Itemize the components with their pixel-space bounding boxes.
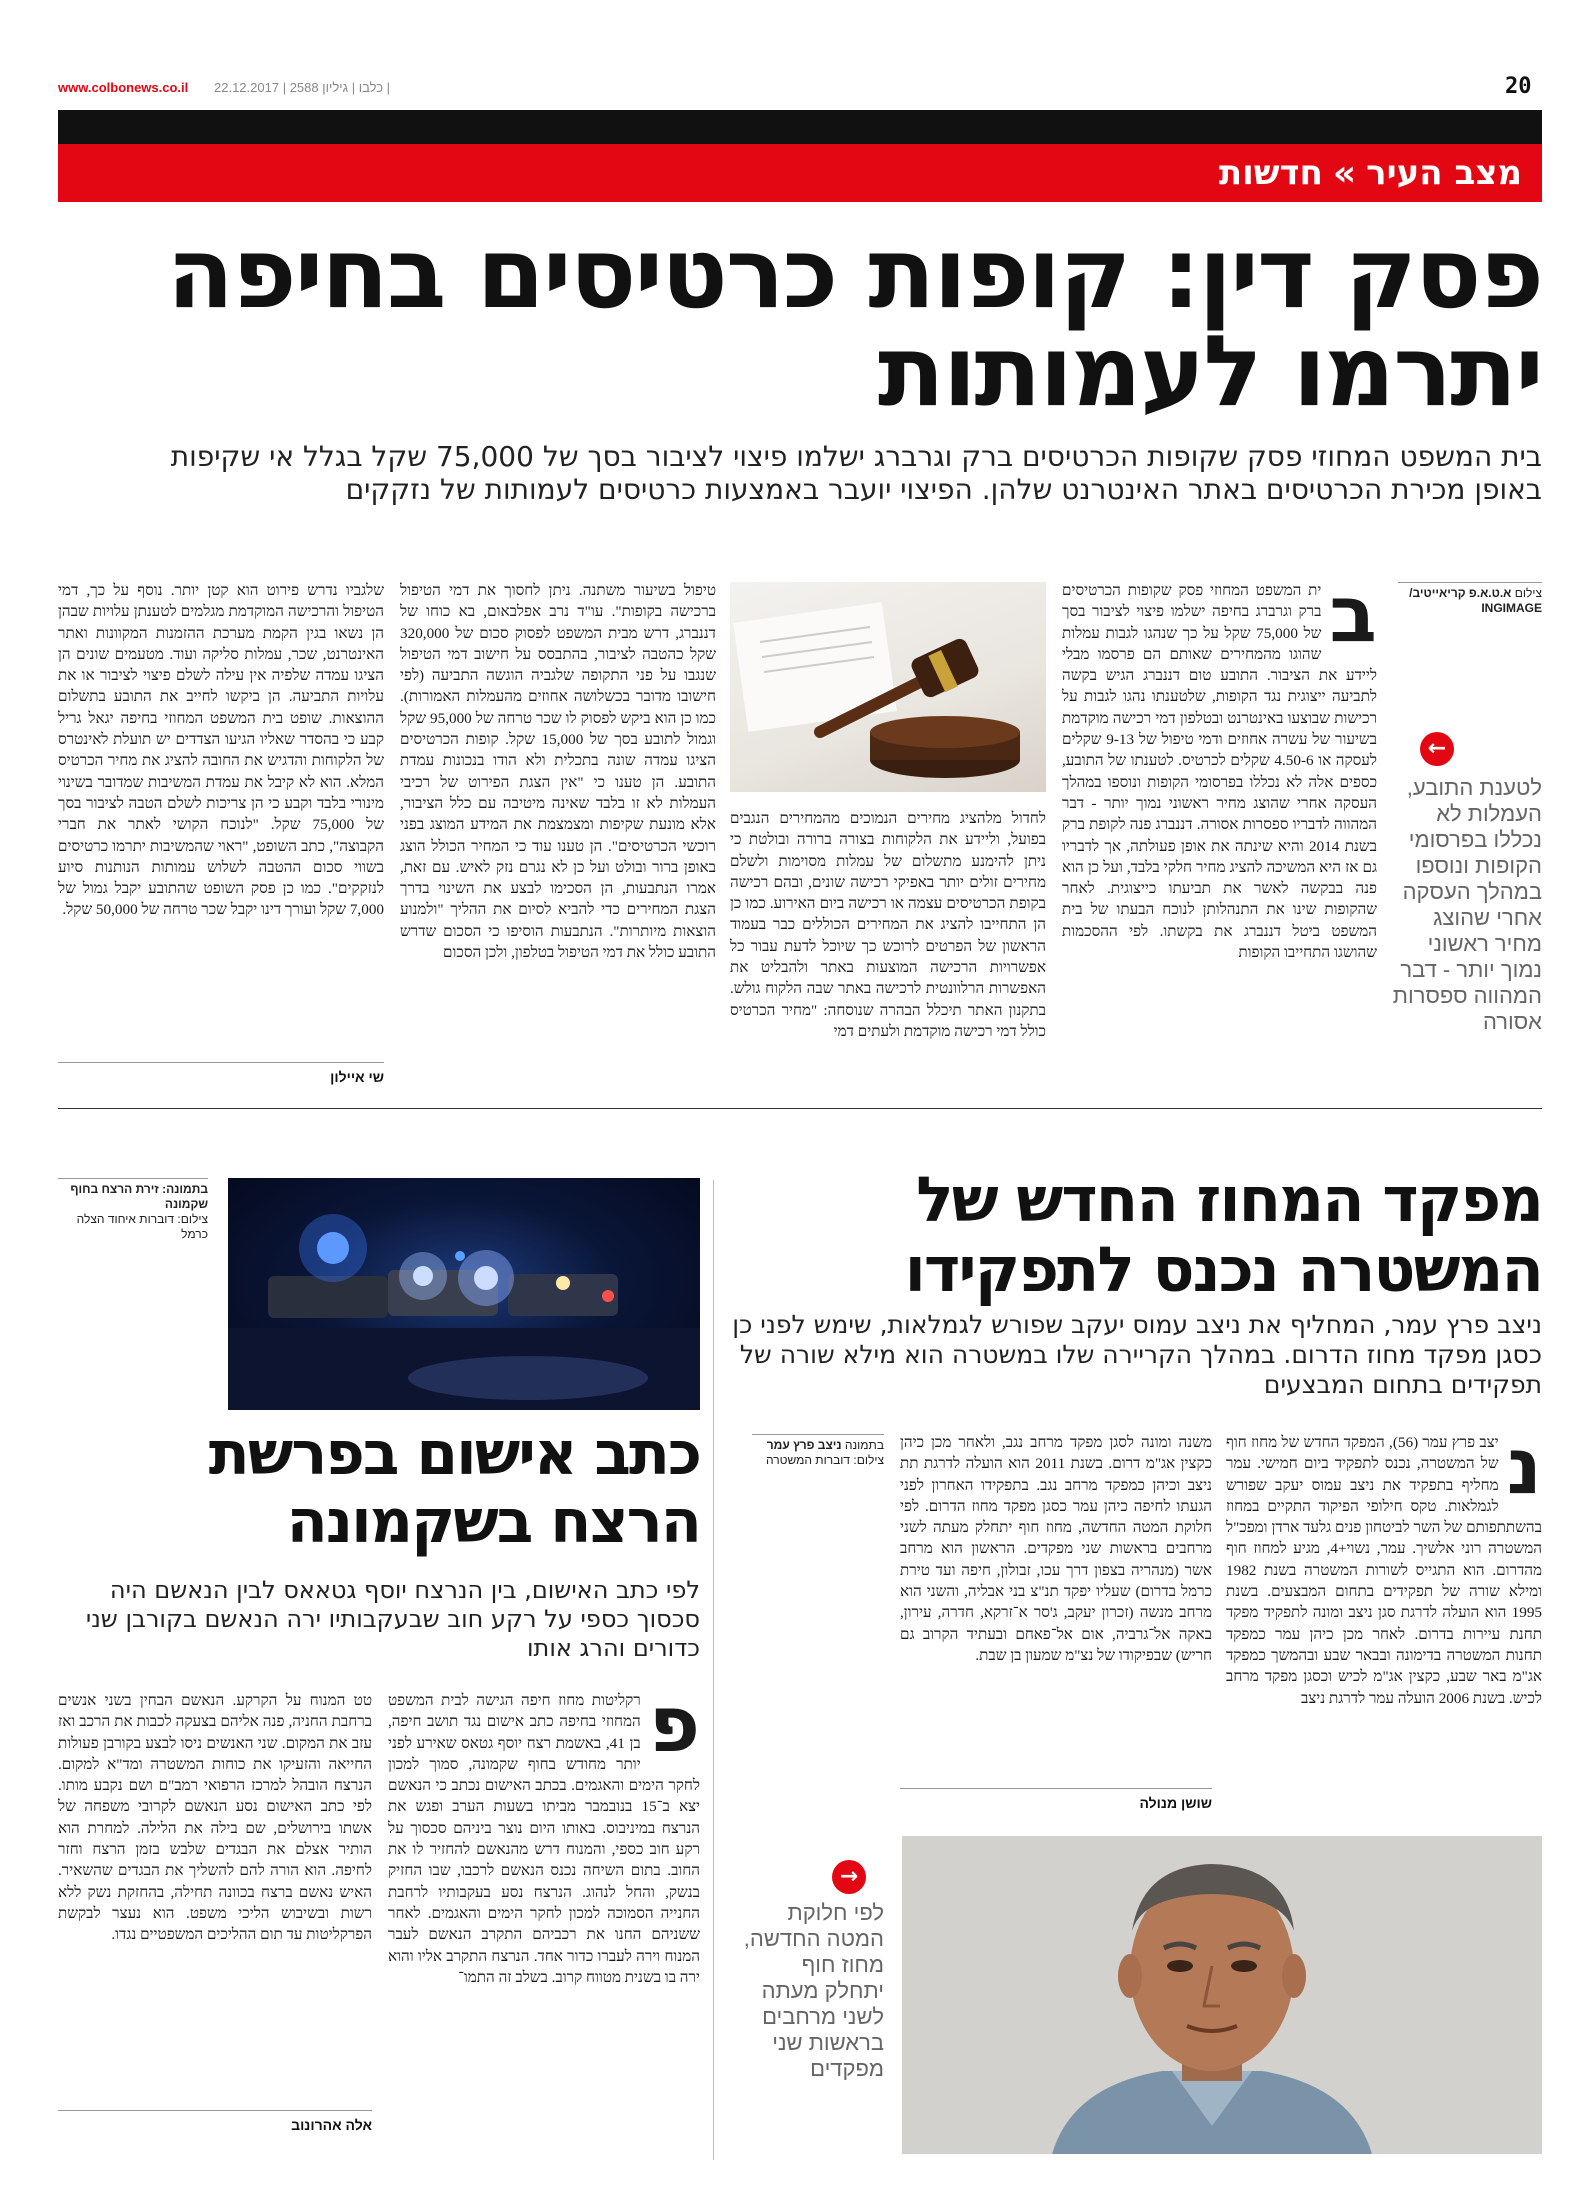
article1-photo-credit bbox=[1398, 582, 1542, 616]
article3-photo-caption: בתמונה: זירת הרצח בחוף שקמונה bbox=[58, 1178, 208, 1212]
article3-column-1 bbox=[388, 1690, 700, 2152]
article3-photo-credit: צילום: דוברות איחוד הצלה כרמל bbox=[76, 1212, 208, 1241]
article2-photo bbox=[902, 1836, 1542, 2154]
article1-byline: שי איילון bbox=[58, 1062, 384, 1085]
article3-subtitle: לפי כתב האישום, בין הנרצח יוסף גטאאס לבין הנאשם היה סכסוך כספי על רקע חוב שבעקבותיו ירה הנאשם בקורבן שני כדורים והרג אותו bbox=[85, 1576, 700, 1662]
article3-title-line2: הרצח בשקמונה bbox=[286, 1487, 700, 1557]
article1-column-3: טיפול בשיעור משתנה. ניתן לחסוך את דמי הטיפול ברכישה בקופות". עו"ד נרב אפלבאום, בא כוחו של דננברג, דרש מבית המשפט לפסוק סכום של 320,000 שקל כהטבה לציבור, בהתבסס על חישוב דמי הטיפול שנגבו על פני התקופה שלגביה הוגשה התביעה (לפי חישובו מדובר בכשלושה אחוזים מהעמלות האמורות). כמו כן הוא ביקש לפסוק לו שכר טרחה של 95,000 שקל וגמול לתובע בסך של 15,000 שקל. קופות הכרטיסים הציגו עמדה שונה בתכלית ולא הודו בנכונות עמדת התובע. הן טענו כי "אין הצגת הפירוט של רכיבי העמלות לא זו בלבד שאינה מיטיבה עם כלל הציבור, אלא מונעת שקיפות ומצמצמת את המידע המוצג בפני רוכשי הכרטיסים". הן טענו עוד כי המחיר הכולל הוצג באופן ברור ובולט ועל כן לא נגרם נזק לאיש. עם זאת, אמרו הנתבעות, הן הסכימו לבצע את השינוי בדרך הצגת המחירים כדי להביא לסיום את ההליך "ולמנוע הוצאות מיותרות". הנתבעות הוסיפו כי הסכום שדרש התובע כולל את דמי הטיפול בטלפון, ולכן הסכום bbox=[400, 582, 716, 962]
header-meta: | כלבו | גיליון 2588 | 22.12.2017 bbox=[214, 80, 391, 95]
article1-photo-credit-label: צילום bbox=[1514, 586, 1542, 600]
article3-col1-text: רקליטות מחוז חיפה הגישה לבית המשפט המחוזי בחיפה כתב אישום נגד תושב חיפה, בן 41, באשמת רצח יוסף גטאס שאירע לפני יותר מחודש בחוף שקמונה, סמוך למכון לחקר הימים והאגמים. בכתב האישום נכתב כי הנאשם יצא ב־15 בנובמבר מביתו בשעות הערב ופגש את הנרצח במיניבוס. באותו היום נוצר ביניהם סכסוך על רקע חוב כספי, והמנוח דרש מהנאשם להחזיר לו את החוב. בתום השיחה נכנס הנאשם לרכבו, שבו החזיק בנשק, והחל לנהוג. הנרצח נסע בעקבותיו לרחבת החנייה הסמוכה למכון לחקר הימים והאגמים. לאחר ששניהם החנו את רכביהם התקרב הנאשם לעבר המנוח וירה לעברו כדור אחד. הנרצח התקרב אליו והוא ירה בו בשנית מטווח קרוב. בשלב זה התמו־ bbox=[388, 1692, 700, 1986]
article2-title-line1: מפקד המחוז החדש של bbox=[916, 1163, 1542, 1236]
article3-byline: אלה אהרונוב bbox=[58, 2110, 372, 2133]
article2-col1-text: יצב פרץ עמר (56), המפקד החדש של מחוז חוף של המשטרה, נכנס לתפקיד ביום חמישי. עמר מחליף בתפקיד את ניצב עמוס יעקב שפורש לגמלאות. טקס חילופי הפיקוד התקיים במחוז בהשתתפותם של השר לביטחון פנים גלעד ארדן ומפכ"ל המשטרה רוני אלשיך. עמר, נשוי+4, מגיע למחוז חוף מהדרום. הוא התגייס לשורות המשטרה בשנת 1982 ומילא שורה של תפקידים בתחום המבצעים. בשנת 1995 הוא הועלה לדרגת סגן ניצב ומונה לתפקיד מפקד תחנת עיירות בדרום. לאחר מכן כיהן עמר כמפקד תחנות המשטרה בדימונה ובבאר שבע ובהמשך כמפקד אג"מ באר שבע, כקצין אג"מ לכיש וכסגן מפקד מרחב לכיש. בשנת 2006 הועלה עמר לדרגת ניצב bbox=[1226, 1434, 1542, 1707]
article2-sidebar-quote: לפי חלוקת המטה החדשה, מחוז חוף יתחלק מעתה לשני מרחבים בראשות שני מפקדים bbox=[743, 1900, 884, 2081]
banner-section: מצב העיר bbox=[1366, 153, 1522, 193]
article2-title bbox=[720, 1165, 1542, 1305]
arrow-left-icon: ← bbox=[1420, 732, 1454, 766]
column-divider bbox=[713, 1180, 714, 2160]
article1-sidebar-quote: לטענת התובע, העמלות לא נכללו בפרסומי הקופות ונוספו במהלך העסקה אחרי שהוצג מחיר ראשוני נמוך יותר - דבר המהווה ספסרות אסורה bbox=[1392, 775, 1542, 1034]
article1-photo bbox=[730, 582, 1046, 792]
article2-photo-caption bbox=[752, 1434, 884, 1468]
section-banner bbox=[58, 144, 1542, 202]
article1-column-2: לחדול מלהציג מחירים הנמוכים מהמחירים הנגבים בפועל, וליידע את הלקוחות בצורה ברורה ובולטת כי ניתן להימנע מתשלום של עמלות מסוימות ולשלם מחירים זולים יותר באפיקי רכישה שונים, ובהם רכישה בקופת הכרטיסים עצמה או רכישה ביום האירוע. כמו כן הן התחייבו להציג את המחירים הכוללים כבר בעמוד הראשון של הפרטים לרוכש כך שיוכל לדעת עבור כל אפשרויות הרכישה המוצעות באתר ולהבליט את האפשרות הרלוונטית לרכישה באתר שבה הלקוח גולש. בתקנון האתר תיכלל הבהרה שנוסחה: "מחיר הכרטיס כולל דמי רכישה מוקדמת ולעתים דמי bbox=[730, 810, 1046, 1040]
article1-column-4: שלגביו נדרש פירוט הוא קטן יותר. נוסף על כך, דמי הטיפול והרכישה המוקדמת מגלמים לטענתן עלויות שבהן הן נשאו בגין הקמת מערכת ההזמנות המקוונות ואתר האינטרנט, שכר, עמלות סליקה ועוד. מטעמים שונים הן הציגו עמדה שלפיה אין עילה לשלם פיצוי לציבור או את עלויות התביעה. הן ביקשו לחייב את התובע בתשלום ההוצאות. שופט בית המשפט המחוזי בחיפה יגאל גריל קבע כי בהסדר שאליו הגיעו הצדדים יש תועלת לאינטרס של הלקוחות והדגיש את החובה להציג את מחיר הכרטיס המלא. הוא לא קיבל את עמדת המשיבות שמדובר בשינוי מינורי בלבד וקבע כי הן צריכות לשלם הטבה לציבור בסך של 75,000 שקל. "לנוכח הקושי לאתר את חברי הקבוצה", כתב השופט, "ראוי שהמשיבות יתרמו כרטיסים בשווי סכום ההטבה לשלוש עמותות הנותנות סיוע לנזקקים". כמו כן פסק השופט שהתובע יקבל גמול של 7,000 שקל ועורך דינו יקבל שכר טרחה של 50,000 שקל. bbox=[58, 582, 384, 919]
article2-photo-credit: צילום: דוברות המשטרה bbox=[765, 1453, 884, 1467]
article2-subtitle: ניצב פרץ עמר, המחליף את ניצב עמוס יעקב שפורש לגמלאות, שימש לפני כן כסגן מפקד מחוז הדרום. במהלך הקריירה שלו במשטרה הוא מילא שורה של תפקידים בתחום המבצעים bbox=[732, 1310, 1542, 1399]
article2-photo-caption-text: ניצב פרץ עמר bbox=[766, 1438, 842, 1452]
article2-title-line2: המשטרה נכנס לתפקידו bbox=[904, 1233, 1542, 1306]
article2-column-2: משנה ומונה לסגן מפקד מרחב נגב, ולאחר מכן כיהן כקצין אג"מ דרום. בשנת 2011 הוא הועלה לדרגת תת ניצב וכיהן כמפקד מרחב נגב. בתפקידו האחרון לפני הגעתו לחיפה כיהן עמר כסגן מפקד מחוז הדרום. לפי חלוקת המטה החדשה, מחוז חוף יתחלק מעתה לשני מרחבים בראשות שני מפקדים. הראשון הוא מרחב אשר (מנהריה בצפון דרך עכו, זבולון, חיפה ועד טירת כרמל בדרום) שעליו יפקד תנ"צ בני אבליה, והשני הוא מרחב מנשה (זכרון יעקב, ג'סר א־זרקא, חדרה, עירון, באקה אל־גרביה, אום אל־פאחם ובעתיד הקרוב גם חריש) שבפיקודו של נצ"מ שמעון בן שבת. bbox=[900, 1434, 1212, 1664]
article3-title-line1: כתב אישום בפרשת bbox=[208, 1419, 700, 1489]
article3-drop-cap: פ bbox=[648, 1690, 700, 1770]
police-lights-icon bbox=[228, 1178, 700, 1410]
article3-photo bbox=[228, 1178, 700, 1410]
article2-drop-cap: נ bbox=[1506, 1432, 1542, 1512]
banner-category: חדשות bbox=[1218, 153, 1323, 193]
article1-column-1 bbox=[1062, 580, 1377, 1085]
article1-photo-credit-text: א.ט.א.פ קריאייטיב/ INGIMAGE bbox=[1409, 586, 1542, 615]
article1-subtitle: בית המשפט המחוזי פסק שקופות הכרטיסים ברק וגרברג ישלמו פיצוי לציבור בסך של 75,000 שקל בגלל אי שקיפות באופן מכירת הכרטיסים באתר האינטרנט שלהן. הפיצוי יועבר באמצעות כרטיסים לעמותות של נזקקים bbox=[170, 440, 1542, 506]
article1-title bbox=[100, 217, 1542, 429]
article3-column-2: טט המנוח על הקרקע. הנאשם הבחין בשני אנשים ברחבת החניה, פנה אליהם בצעקה לכבות את הרכב ואז עזב את המקום. שני האנשים ניסו לבצע בקורבן פעולות החייאה והזעיקו את כוחות המשטרה ומד"א למקום. הנרצח הובהל למרכז הרפואי רמב"ם ושם נקבע מותו. לפי כתב האישום נסע הנאשם לקרובי משפחה של אשתו בירושלים, שם בילה את הלילה. למחרת הוא הותיר אצלם את הבגדים שלבש בזמן הרצח וחזר לחיפה. הוא הורה להם להשליך את הבגדים שהשאיר. האיש נאשם ברצח בכוונה תחילה, בהחזקת נשק ללא רשות ובשיבוש הליכי משפט. הוא נעצר לבקשת הפרקליטות עד תום ההליכים המשפטיים נגדו. bbox=[58, 1692, 372, 1944]
header-site[interactable]: www.colbonews.co.il bbox=[58, 80, 189, 95]
article1-drop-cap: ב bbox=[1329, 580, 1377, 660]
chevron-double-icon: » bbox=[1332, 152, 1357, 194]
article2-photo-caption-label: בתמונה bbox=[844, 1438, 884, 1452]
arrow-right-icon: → bbox=[832, 1860, 866, 1894]
article3-title bbox=[58, 1420, 700, 1556]
article1-col1-text: ית המשפט המחוזי פסק שקופות הכרטיסים ברק וגרברג בחיפה ישלמו פיצוי לציבור בסך של 75,000 שקל על כך שנהגו לגבות עמלות שהוגו מהמחירים שאותם הם פרסמו מבלי ליידע את הציבור. התובע טום דננברג הגיש בקשה לתביעה ייצוגית נגד הקופות, שלטענתו נהגו לגבות על רכישות שבוצעו באינטרנט ובטלפון דמי רכישה מוקדמת בשיעור של עשרה אחוזים ודמי טיפול של 9-13 שקלים לעסקה או 4.50-6 שקלים לכרטיס. לטענתו של התובע, כספים אלה לא נכללו בפרסומי הקופות ונוספו במהלך העסקה אחרי שהוצג מחיר ראשוני נמוך יותר - דבר המהווה לדבריו ספסרות אסורה. דננברג פנה לקופת ברק בשנת 2014 והיא שינתה את אופן פעולתה, אך לדבריו גם אז היא המשיכה להציג מחיר חלקי בלבד, ועל כן הוא פנה בבקשה לאשר את תביעתו כייצוגית. לאחר שהקופות שינו את התנהלותן לנוכח הבעתו של בית המשפט ביטל דננברג את בקשתו. לפי ההסכמות שהושגו התחייבו הקופות bbox=[1062, 582, 1377, 962]
section-divider bbox=[58, 1108, 1542, 1109]
gavel-icon bbox=[730, 582, 1046, 792]
article1-title-line2: יתרמו לעמותות bbox=[877, 315, 1542, 429]
article2-byline: שושן מנולה bbox=[900, 1788, 1212, 1811]
header-black-bar bbox=[58, 110, 1542, 144]
article3-photo-caption-block bbox=[58, 1178, 208, 1242]
article2-column-1 bbox=[1226, 1432, 1542, 1846]
page-number: 20 bbox=[1505, 74, 1532, 99]
portrait-icon bbox=[902, 1836, 1542, 2154]
article1-title-line1: פסק דין: קופות כרטיסים בחיפה bbox=[166, 217, 1542, 331]
